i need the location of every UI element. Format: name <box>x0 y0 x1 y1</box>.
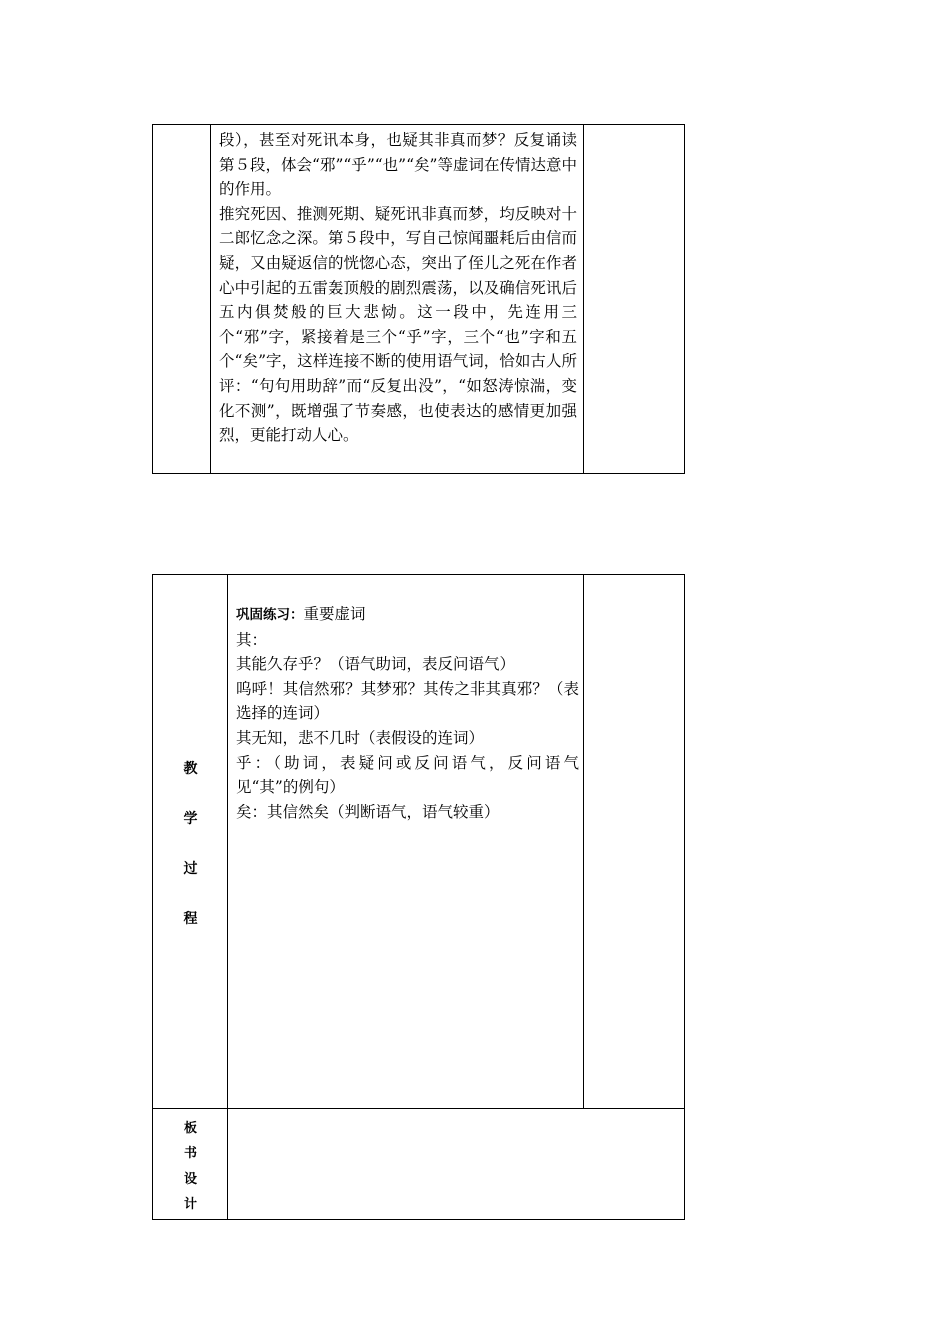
exercise-content <box>236 602 579 824</box>
exercise-heading: 巩固练习： <box>236 607 304 623</box>
board-design-label-char-3: 设 <box>183 1172 197 1187</box>
exercise-line-3: 呜呼！其信然邪？其梦邪？其传之非其真邪？（表选择的连词） <box>236 679 579 723</box>
board-design-label-char-4: 计 <box>183 1197 197 1212</box>
exercise-line-5: 乎：（助词，表疑问或反问语气，反问语气见“其”的例句） <box>236 753 579 797</box>
side-label-teaching-process-char-3: 过 <box>183 861 198 877</box>
column-divider-right <box>583 125 584 473</box>
exercise-topic: 重要虚词 <box>303 605 366 623</box>
column-divider-right <box>583 575 584 1108</box>
exercise-line-2: 其能久存乎？（语气助词，表反问语气） <box>236 655 516 674</box>
side-label-teaching-process-char-2: 学 <box>183 811 198 827</box>
row-divider <box>153 1108 684 1109</box>
board-design-label-char-1: 板 <box>183 1121 197 1136</box>
column-divider-left <box>210 125 211 473</box>
paragraph-1: 段），甚至对死讯本身，也疑其非真而梦？反复诵读第５段，体会“邪”“乎”“也”“矣”等虚词在传情达意中的作用。 <box>219 131 577 199</box>
paragraph-2: 推究死因、推测死期、疑死讯非真而梦，均反映对十二郎忆念之深。第５段中，写自己惊闻噩耗后由信而疑，又由疑返信的恍惚心态，突出了侄儿之死在作者心中引起的五雷轰顶般的剧烈震荡，以及确信死讯后五内俱焚般的巨大悲恸。这一段中，先连用三个“邪”字，紧接着是三个“乎”字，三个“也”字和五个“矣”字，这样连接不断的使用语气词，恰如古人所评：“句句用助辞”而“反复出没”，“如怒涛惊湍，变化不测”，既增强了节奏感，也使表达的感情更加强烈，更能打动人心。 <box>219 204 577 445</box>
exercise-line-4: 其无知，悲不几时（表假设的连词） <box>236 728 485 747</box>
exercise-heading-line <box>236 602 579 628</box>
exercise-line-6: 矣：其信然矣（判断语气，语气较重） <box>236 802 500 821</box>
side-label-teaching-process-char-1: 教 <box>183 761 198 777</box>
side-label-teaching-process-char-4: 程 <box>183 911 198 927</box>
content-cell <box>219 128 577 448</box>
table-teaching-process <box>152 574 685 1220</box>
exercise-line-1: 其： <box>236 630 268 649</box>
table-continuation <box>152 124 685 474</box>
board-design-label-char-2: 书 <box>183 1146 197 1161</box>
